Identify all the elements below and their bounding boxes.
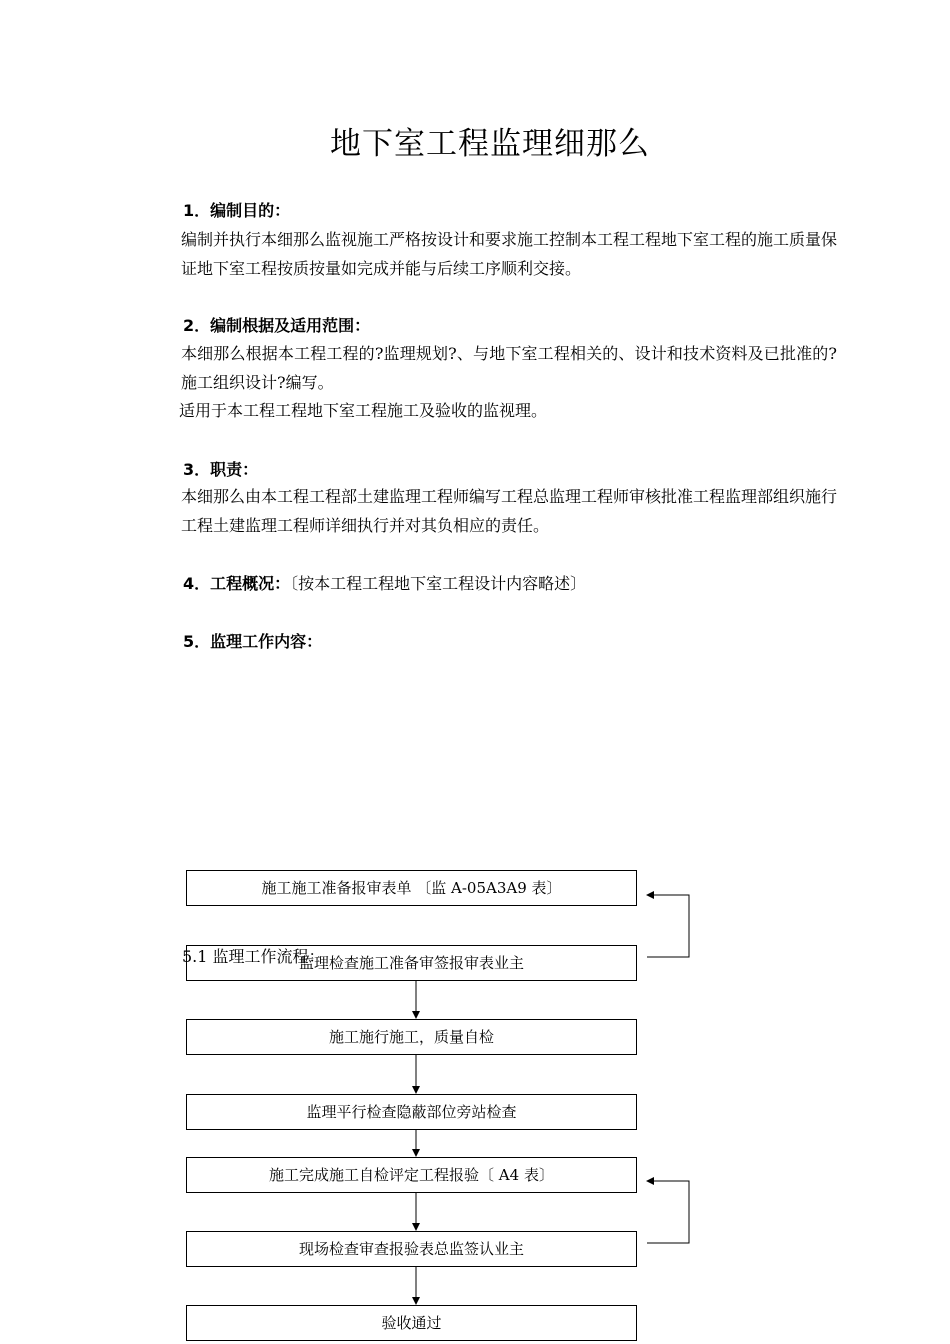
section-1-heading: 1．编制目的： — [183, 201, 291, 220]
flowchart-subheading: 5.1 监理工作流程： — [182, 947, 325, 966]
flow-step-6: 现场检查审查报验表总监签认业主 — [186, 1231, 637, 1267]
section-2-text: 本细那么根据本工程工程的?监理规划?、与地下室工程相关的、设计和技术资料及已批准的?施工组织设计?编写。 — [181, 344, 837, 392]
flow-step-3: 施工施行施工，质量自检 — [186, 1019, 637, 1055]
section-2-heading: 2．编制根据及适用范围： — [183, 316, 371, 335]
section-1-text: 编制并执行本细那么监视施工严格按设计和要求施工控制本工程工程地下室工程的施工质量保证地下室工程按质按量如完成并能与后续工序顺利交接。 — [181, 230, 838, 278]
flow-step-5: 施工完成施工自检评定工程报验〔 A4 表〕 — [186, 1157, 637, 1193]
document-title: 地下室工程监理细那么 — [330, 126, 650, 162]
flow-step-2: 监理检查施工准备审签报审表业主 — [186, 945, 637, 981]
feedback-arrow-upper — [647, 895, 689, 957]
section-3-heading: 3．职责： — [183, 460, 259, 479]
section-4-heading-label: 4．工程概况： — [183, 574, 291, 593]
flow-step-4: 监理平行检查隐蔽部位旁站检查 — [186, 1094, 637, 1130]
flow-step-7: 验收通过 — [186, 1305, 637, 1341]
flow-step-1: 施工施工准备报审表单 〔监 A-05A3A9 表〕 — [186, 870, 637, 906]
section-4-note: 〔按本工程工程地下室工程设计内容略述〕 — [290, 574, 587, 593]
section-3-text: 本细那么由本工程工程部土建监理工程师编写工程总监理工程师审核批准工程监理部组织施行工程土建监理工程师详细执行并对其负相应的责任。 — [181, 487, 838, 535]
feedback-arrow-lower — [647, 1181, 689, 1243]
section-5-heading: 5．监理工作内容： — [183, 632, 323, 651]
section-2-paragraph-2: 适用于本工程工程地下室工程施工及验收的监视理。 — [179, 401, 548, 420]
